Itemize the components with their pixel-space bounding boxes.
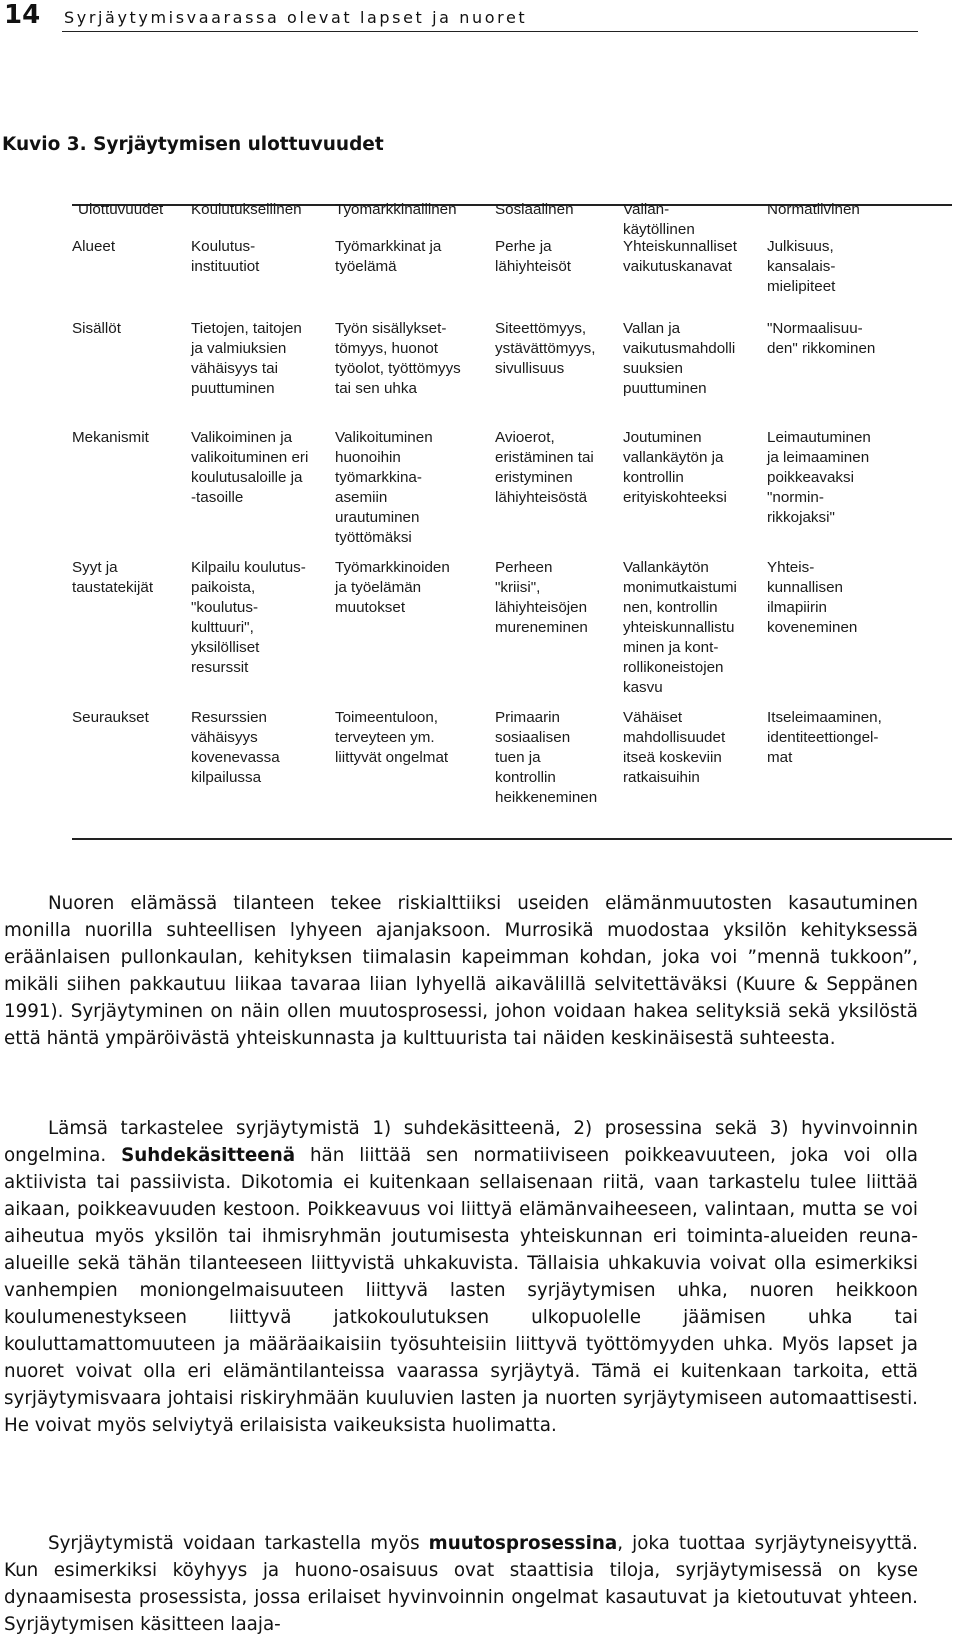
table-cell: Vähäiset mahdollisuudet itseä koskeviin ratkaisuihin <box>623 709 726 786</box>
page-number: 14 <box>4 0 41 30</box>
col-header-sosiaalinen: Sosiaalinen <box>495 201 574 218</box>
paragraph-2-bold-term: Suhdekäsitteenä <box>121 1145 296 1166</box>
paragraph-3-text-b: , joka tuottaa syrjäytyneisyyttä. Kun esimerkiksi köyhyys ja huono-osaisuus ovat staattisia tiloja, syrjäytymisessä on kyse dynaamisesta prosessista, jossa erilaiset hyvinvoinnin ongelmat kasautuvat ja kietoutuvat yhteen. Syrjäytymisen käsitteen laaja- <box>4 1533 918 1635</box>
header-rule <box>62 31 918 32</box>
paragraph-2 <box>4 1115 918 1439</box>
table-cell: Tietojen, taitojen ja valmiuksien vähäisyys tai puuttuminen <box>191 320 302 397</box>
col-header-normatiivinen: Normatiivinen <box>767 201 860 218</box>
table-cell: Vallan ja vaikutusmahdolli suuksien puuttuminen <box>623 320 736 397</box>
table-cell: Joutuminen vallankäytön ja kontrollin erityiskohteeksi <box>623 429 727 506</box>
running-title: Syrjäytymisvaarassa olevat lapset ja nuoret <box>64 8 528 27</box>
table-cell: Koulutus- instituutiot <box>191 238 260 275</box>
paragraph-1-text: Nuoren elämässä tilanteen tekee riskialttiiksi useiden elämänmuutosten kasautuminen monilla nuorilla suhteellisen lyhyeen ajanjaksoon. Murrosikä muodostaa yksilön kehityksessä eräänlaisen pullonkaulan, kehityksen tiimalasin kapeimman kohdan, joka voi ”mennä tukkoon”, mikäli siihen pakkautuu liikaa tavaraa liian lyhyellä aikavälillä selvitettäväksi (Kuure & Seppänen 1991). Syrjäytyminen on näin ollen muutosprosessi, johon voidaan hakea selityksiä sekä yksilöstä että häntä ympäröivästä yhteiskunnasta ja kulttuurista tai näiden keskinäisestä suhteesta. <box>4 893 918 1049</box>
row-label-seuraukset: Seuraukset <box>72 709 149 726</box>
table-cell: Valikoituminen huonoihin työmarkkina- asemiin urautuminen työttömäksi <box>335 429 433 546</box>
table-cell: Primaarin sosiaalisen tuen ja kontrollin heikkeneminen <box>495 709 598 806</box>
paragraph-2-text-b: hän liittää sen normatiiviseen poikkeavuuteen, joka voi olla aktiivista tai passiivista. Dikotomia ei kuitenkaan sellaisenaan riitä, vaan tarkastelu tulee liittää aikaan, poikkeavuuden kestoon. Poikkeavuus voi liittyä elämänvaiheeseen, valintaan, mutta se voi aiheutua myös yksilön tai ihmisryhmän joutumisesta yhteiskunnan eri toiminta-alueiden reuna-alueille sekä tähän tilanteeseen liittyvistä uhkakuvista. Tällaisia uhkakuvia voivat olla esimerkiksi vanhempien moniongelmaisuuteen liittyvä lasten syrjäytymisen uhka, nuoren heikkoon koulumenestykseen liittyvä jatkokoulutuksen ulkopuolelle jäämisen uhka tai kouluttamattomuuteen ja määräaikaisiin työsuhteisiin liittyvä työttömyyden uhka. Myös lapset ja nuoret voivat olla eri elämäntilanteissa vaarassa syrjäytyä. Tämä ei kuitenkaan tarkoita, että syrjäytymisvaara johtaisi riskiryhmään kuuluvien lasten ja nuorten syrjäytymiseen automaattisesti. He voivat myös selviytyä erilaisista vaikeuksista huolimatta. <box>4 1145 919 1436</box>
table-cell: Perhe ja lähiyhteisöt <box>495 238 571 275</box>
table-cell: Työmarkkinoiden ja työelämän muutokset <box>335 559 450 616</box>
table-cell: Vallankäytön monimutkaistumi nen, kontrollin yhteiskunnallistu minen ja kont- rollikoneistojen kasvu <box>623 559 737 696</box>
paragraph-2-text-a: Lämsä tarkastelee syrjäytymistä 1) suhdekäsitteenä, 2) prosessina sekä 3) hyvinvoinnin ongelmina. <box>4 1118 918 1166</box>
table-cell: Yhteis- kunnallisen ilmapiirin koveneminen <box>767 559 858 636</box>
row-label-alueet: Alueet <box>72 238 116 255</box>
table-cell: Perheen "kriisi", lähiyhteisöjen mureneminen <box>495 559 588 636</box>
table-cell: Kilpailu koulutus- paikoista, "koulutus- kulttuuri", yksilölliset resurssit <box>191 559 306 676</box>
table-cell: Leimautuminen ja leimaaminen poikkeavaksi "normin- rikkojaksi" <box>767 429 871 526</box>
paragraph-3-text-a: Syrjäytymistä voidaan tarkastella myös <box>48 1533 420 1554</box>
table-cell: Toimeentuloon, terveyteen ym. liittyvät ongelmat <box>335 709 449 766</box>
table-cell: Työmarkkinat ja työelämä <box>335 238 442 275</box>
table-cell: Työn sisällykset- tömyys, huonot työolot, työttömyys tai sen uhka <box>335 320 461 397</box>
table-cell: Julkisuus, kansalais- mielipiteet <box>767 238 836 295</box>
row-label-mekanismit: Mekanismit <box>72 429 149 446</box>
figure-table <box>72 200 952 840</box>
table-cell: Itseleimaaminen, identiteettiongel- mat <box>767 709 882 766</box>
table-cell: Avioerot, eristäminen tai eristyminen lähiyhteisöstä <box>495 429 594 506</box>
paragraph-1 <box>4 890 918 1052</box>
page-header <box>0 0 918 36</box>
table-cell: Valikoiminen ja valikoituminen eri koulutusaloille ja -tasoille <box>191 429 309 506</box>
table-cell: Resurssien vähäisyys kovenevassa kilpailussa <box>191 709 280 786</box>
col-header-tyomarkkinallinen: Työmarkkinallinen <box>335 201 457 218</box>
col-header-ulottuvuudet: Ulottuvuudet <box>78 201 164 218</box>
paragraph-3 <box>4 1530 918 1638</box>
col-header-vallankaytollinen: Vallan- käytöllinen <box>623 201 695 238</box>
row-label-syyt: Syyt ja taustatekijät <box>72 559 154 596</box>
col-header-koulutuksellinen: Koulutuksellinen <box>191 201 302 218</box>
table-cell: Siteettömyys, ystävättömyys, sivullisuus <box>495 320 596 377</box>
table-cell: "Normaalisuu- den" rikkominen <box>767 320 876 357</box>
figure-caption: Kuvio 3. Syrjäytymisen ulottuvuudet <box>2 134 384 155</box>
table-cell: Yhteiskunnalliset vaikutuskanavat <box>623 238 737 275</box>
row-label-sisallot: Sisällöt <box>72 320 121 337</box>
table-bottom-rule <box>72 838 952 840</box>
paragraph-3-bold-term: muutosprosessina <box>428 1533 618 1554</box>
